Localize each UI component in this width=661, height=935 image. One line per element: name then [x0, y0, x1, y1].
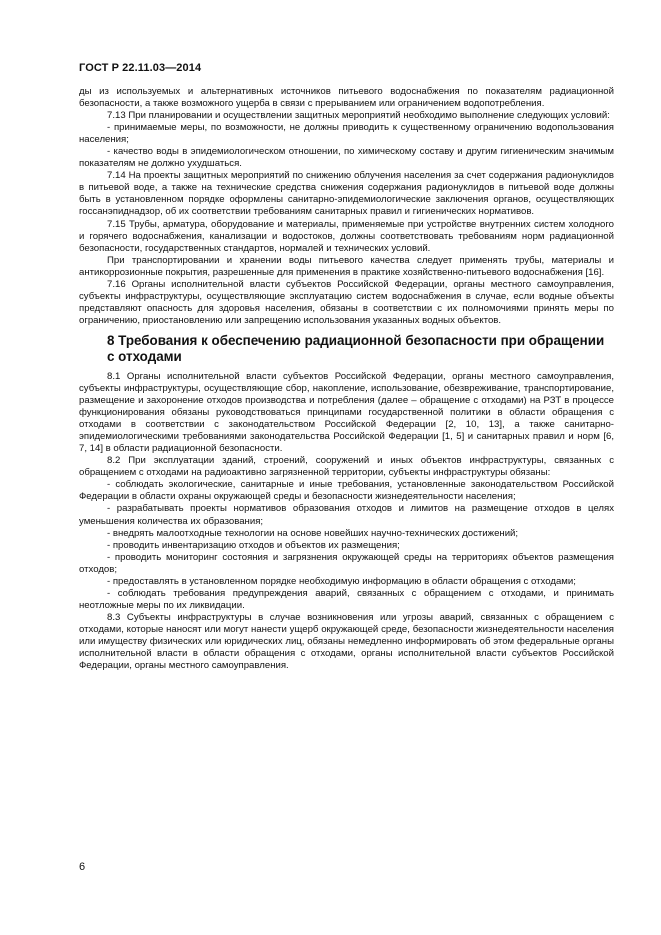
paragraph: 7.16 Органы исполнительной власти субъектов Российской Федерации, органы местного самоуправления, субъекты инфраструктуры, осуществляющие эксплуатацию систем водоснабжения в случае, если водные объекты представляют опасность для здоровья населения, обязаны в соответствии с их полномочиями принять меры по ограничению, приостановлению или запрещению использования указанных водных объектов. — [79, 278, 614, 326]
paragraph: 7.14 На проекты защитных мероприятий по снижению облучения населения за счет содержания радионуклидов в питьевой воде, а также на технические средства снижения содержания радионуклидов в питьевой воде должны быть в установленном порядке оформлены санитарно-эпидемиологические заключения органов, осуществляющих госсанэпиднадзор, об их соответствии требованиям санитарных правил и гигиенических нормативов. — [79, 170, 614, 218]
paragraph: - внедрять малоотходные технологии на основе новейших научно-технических достижений; — [107, 527, 519, 539]
page-number: 6 — [79, 861, 86, 873]
paragraph: - качество воды в эпидемиологическом отношении, по химическому составу и другим гигиеническим значимым показателям не должно ухудшаться. — [79, 146, 614, 170]
paragraph: 7.15 Трубы, арматура, оборудование и материалы, применяемые при устройстве внутренних систем холодного и горячего водоснабжения, канализации и водостоков, должны соответствовать требованиям норм радиационной безопасности, государственных стандартов, нормалей и технических условий. — [79, 218, 614, 254]
paragraph: 8.1 Органы исполнительной власти субъектов Российской Федерации, органы местного самоуправления, субъекты инфраструктуры, осуществляющие сбор, накопление, использование, обезвреживание, транспортирование, размещение и захоронение отходов производства и потребления (далее – обращение с отходами) на РЗТ в процессе функционирования обязаны руководствоваться принципами государственной политики в области обращения с отходами в соответствии с законодательством Российской Федерации [2, 10, 13], а также санитарно-эпидемиологическими требованиями законодательства Российской Федерации [1, 5] и санитарных правил и норм [6, 7, 14] в области радиационной безопасности. — [79, 370, 614, 455]
paragraph: - предоставлять в установленном порядке необходимую информацию в области обращения с отходами; — [107, 575, 576, 587]
paragraph: - разрабатывать проекты нормативов образования отходов и лимитов на размещение отходов в целях уменьшения количества их образования; — [79, 503, 614, 527]
document-code-header: ГОСТ Р 22.11.03—2014 — [79, 62, 202, 74]
paragraphs-top — [79, 86, 614, 327]
document-body — [79, 86, 614, 672]
paragraph: - соблюдать экологические, санитарные и иные требования, установленные законодательством Российской Федерации в области охраны окружающей среды и безопасности жизнедеятельности населения; — [79, 479, 614, 503]
paragraph: 8.2 При эксплуатации зданий, строений, сооружений и иных объектов инфраструктуры, связанных с обращением с отходами на радиоактивно загрязненной территории, субъекты инфраструктуры обязаны: — [79, 455, 614, 479]
paragraph: - проводить инвентаризацию отходов и объектов их размещения; — [107, 539, 400, 551]
section-heading: 8 Требования к обеспечению радиационной безопасности при обращении с отходами — [107, 332, 605, 364]
paragraph: - принимаемые меры, по возможности, не должны приводить к существенному ограничению водопользования населения; — [79, 122, 614, 146]
paragraphs-bottom — [79, 371, 614, 672]
paragraph: При транспортировании и хранении воды питьевого качества следует применять трубы, материалы и антикоррозионные покрытия, разрешенные для применения в практике хозяйственно-питьевого водоснабжения [16]. — [79, 254, 614, 278]
paragraph: ды из используемых и альтернативных источников питьевого водоснабжения по показателям радиационной безопасности, а также возможного ущерба в связи с прерыванием или ограничением водопотребления. — [79, 86, 614, 110]
paragraph: 8.3 Субъекты инфраструктуры в случае возникновения или угрозы аварий, связанных с обращением с отходами, которые наносят или могут нанести ущерб окружающей среде, безопасности жизнедеятельности населения или имуществу физических или юридических лиц, обязаны немедленно информировать об этом федеральные органы исполнительной власти в области обращения с отходами, органы исполнительной власти субъектов Российской Федерации, органы местного самоуправления. — [79, 611, 614, 672]
paragraph: 7.13 При планировании и осуществлении защитных мероприятий необходимо выполнение следующих условий: — [107, 110, 610, 122]
paragraph: - проводить мониторинг состояния и загрязнения окружающей среды на территориях объектов размещения отходов; — [79, 551, 614, 575]
paragraph: - соблюдать требования предупреждения аварий, связанных с обращением с отходами, и принимать неотложные меры по их ликвидации. — [79, 587, 614, 611]
